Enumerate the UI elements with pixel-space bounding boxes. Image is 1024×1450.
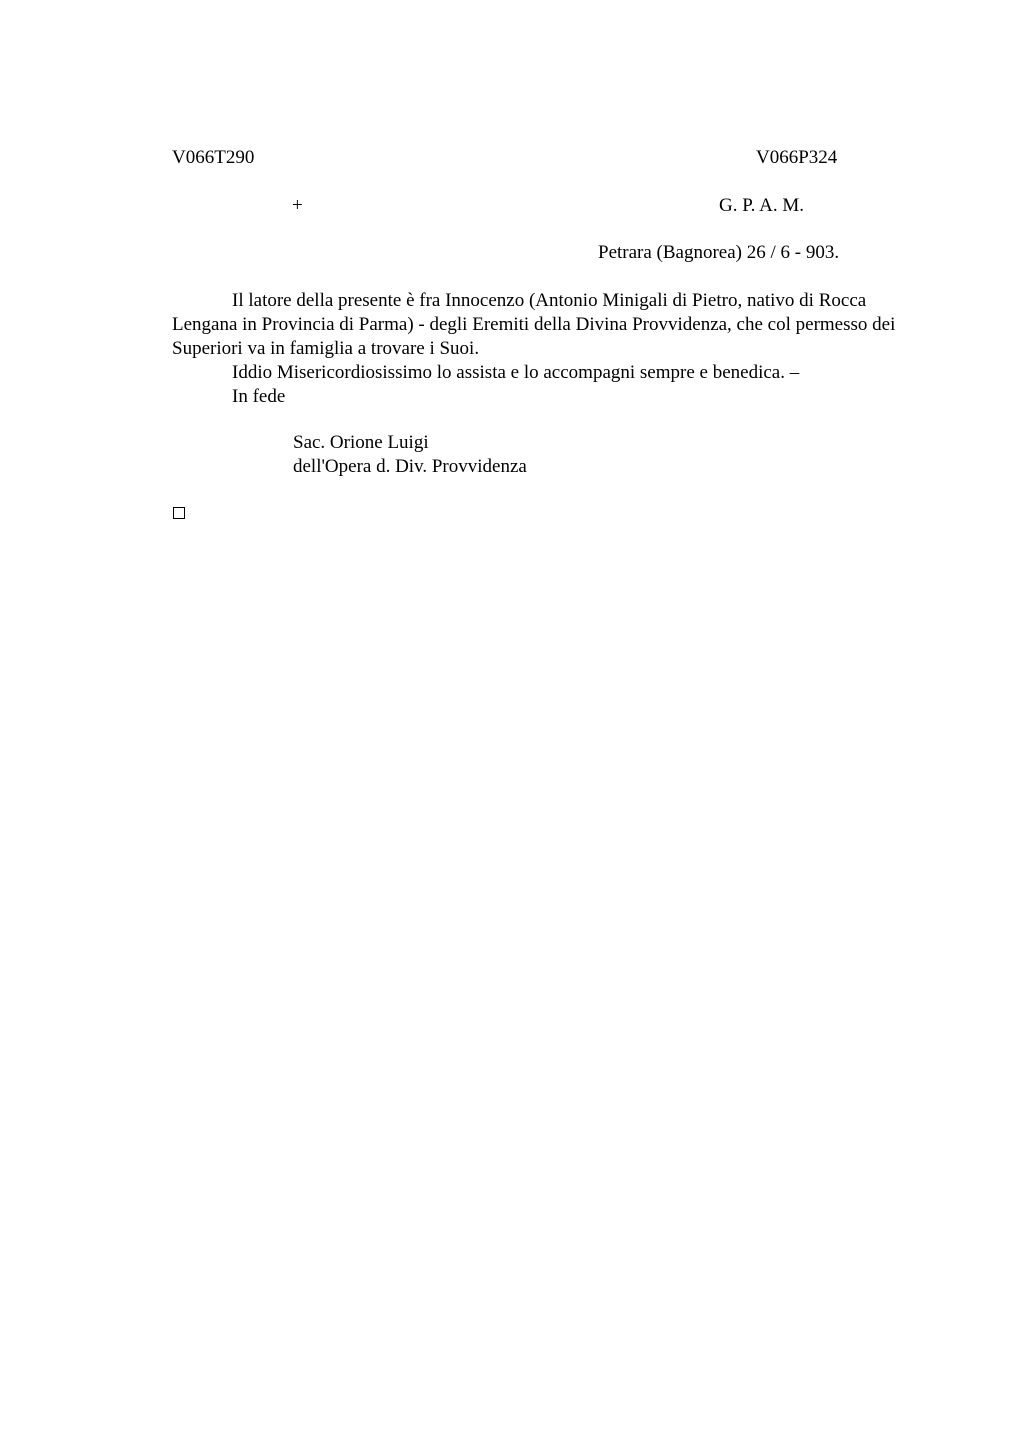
initials-heading: G. P. A. M. — [719, 195, 804, 216]
closing-line: In fede — [232, 386, 286, 407]
square-outline-icon — [173, 507, 185, 519]
letter-body — [172, 289, 932, 409]
cross-symbol: + — [292, 195, 303, 216]
body-paragraph: Il latore della presente è fra Innocenzo (Antonio Minigali di Pietro, nativo di Rocca Lengana in Provincia di Parma) - degli Eremiti della Divina Provvidenza, che col permesso dei Superiori va in famiglia a trovare i Suoi. — [172, 290, 896, 359]
document-code-right: V066P324 — [756, 147, 838, 168]
body-paragraph: Iddio Misericordiosissimo lo assista e lo accompagni sempre e benedica. – — [232, 362, 800, 383]
place-date-line: Petrara (Bagnorea) 26 / 6 - 903. — [598, 242, 840, 263]
signature-affiliation: dell'Opera d. Div. Provvidenza — [293, 456, 527, 477]
document-code-left: V066T290 — [172, 147, 255, 168]
signature-block — [293, 431, 527, 479]
signature-name: Sac. Orione Luigi — [293, 432, 429, 453]
